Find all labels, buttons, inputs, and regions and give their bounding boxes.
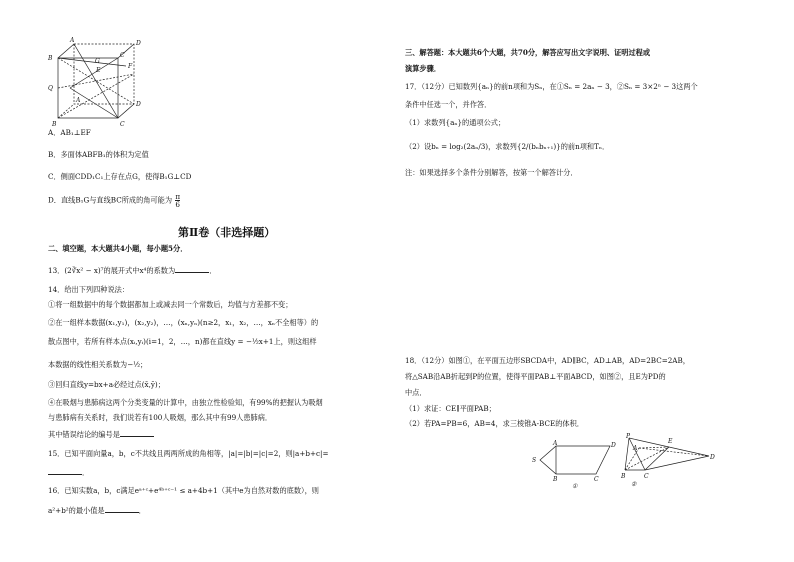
fig1-label: C <box>594 476 599 483</box>
cube-label: E <box>96 67 101 74</box>
fig1-label: S <box>532 457 537 464</box>
question-18: 18．（12分）如图①，在平面五边形SBCDA中，AD∥BC，AD⊥AB，AD=2BC=2AB， <box>405 356 690 365</box>
question-17-part-2: （2）设bₙ = log₂(2aₙ/3)，求数列{2/(bₙbₙ₊₁)}的前n项和Tₙ． <box>405 142 610 151</box>
q14-statement-2b: 散点图中，若所有样本点(xᵢ,yᵢ)(i=1，2，…，n)都在直线y = −½x+1上，则这组样 <box>48 337 317 346</box>
question-17-note: 注：如果选择多个条件分别解答，按第一个解答计分． <box>405 168 578 177</box>
figure-1-caption: ① <box>572 483 578 490</box>
question-18-part-2: （2）若PA=PB=6，AB=4，求三棱锥A-BCE的体积． <box>405 419 584 428</box>
question-17-part-1: （1）求数列{aₙ}的通项公式； <box>405 118 506 127</box>
fig2-label: D <box>710 454 715 461</box>
fig2-label: B <box>621 473 626 480</box>
option-d <box>48 193 180 208</box>
fig2-label: C <box>644 473 649 480</box>
question-16-blank: a²+b²的最小值是 ． <box>48 506 146 515</box>
question-17: 17．（12分）已知数列{aₙ}的前n项和为Sₙ，在①Sₙ = 2aₙ − 3，②Sₙ = 3×2ⁿ − 3这两个 <box>405 82 698 91</box>
solve-section-header: 三、解答题：本大题共6个大题，共70分，解答应写出文字说明、证明过程或 <box>405 48 651 57</box>
cube-label: A <box>70 37 75 44</box>
answer-blank[interactable] <box>120 429 154 437</box>
fig2-label: P <box>626 433 631 440</box>
question-13 <box>48 265 216 275</box>
q14-statement-2a: ②在一组样本数据(x₁,y₁)，(x₂,y₂)，…，(xₙ,yₙ)(n≥2，x₁，x₂，…，xₙ不全相等）的 <box>48 318 319 327</box>
pi-fraction <box>175 193 180 208</box>
option-a: A．AB₁⊥EF <box>48 128 91 137</box>
cube-label: B <box>52 121 57 128</box>
cube-label: B <box>48 55 53 62</box>
question-13-text: 13．(2∛x² − x)⁷的展开式中x⁴的系数为 <box>48 266 176 275</box>
answer-blank[interactable] <box>48 467 82 475</box>
figure-2-pyramid <box>617 432 717 488</box>
question-15-end: ． <box>82 468 90 477</box>
question-18-part-1: （1）求证：CE∥平面PAB； <box>405 404 496 413</box>
q14-statement-4b: 与患肺病有关系时，我们说若有100人吸烟，那么其中有99人患肺病． <box>48 413 273 422</box>
fig1-label: B <box>553 476 558 483</box>
option-c: C．侧面CDD₁C₁上存在点G，使得B₁G⊥CD <box>48 172 192 181</box>
question-14: 14．给出下列四种说法： <box>48 285 130 294</box>
q14-answer <box>48 429 154 439</box>
solve-section-header-cont: 演算步骤． <box>405 64 441 73</box>
figure-2-caption: ② <box>631 481 637 488</box>
question-13-end: ． <box>209 266 217 275</box>
option-d-text: D．直线B₁G与直线BC所成的角可能为 <box>48 195 173 205</box>
q14-statement-1: ①将一组数据中的每个数据都加上或减去同一个常数后，均值与方差都不变； <box>48 300 293 309</box>
option-b: B．多面体ABFB₁的体积为定值 <box>48 150 149 159</box>
figure-1-pentagon <box>530 438 620 490</box>
fraction-numerator: π <box>175 192 181 201</box>
cube-label: F <box>128 63 133 70</box>
question-15: 15．已知平面向量a，b，c不共线且两两所成的角相等，|a|=|b|=|c|=2，则|a+b+c|= <box>48 449 329 458</box>
question-16-end: a²+b²的最小值是 <box>48 506 105 515</box>
cube-label: D <box>136 40 141 47</box>
fig1-label: A <box>553 440 558 447</box>
answer-blank[interactable] <box>175 265 209 273</box>
question-15-blank <box>48 467 89 477</box>
cube-label: G <box>95 58 100 65</box>
question-18-cont: 将△SAB沿AB折起到P的位置，使得平面PAB⊥平面ABCD，如图②，且E为PD的 <box>405 372 666 381</box>
question-18-cont2: 中点． <box>405 388 427 397</box>
q14-answer-text: 其中错误结论的编号是 <box>48 430 120 439</box>
fig2-label: A <box>633 445 638 452</box>
question-17-cont: 条件中任选一个，并作答． <box>405 100 492 109</box>
cube-label: C <box>120 52 125 59</box>
cube-label: Q <box>48 85 53 92</box>
q14-statement-2c: 本数据的线性相关系数为−½； <box>48 360 148 369</box>
fraction-denominator: 6 <box>175 200 180 209</box>
fig2-label: E <box>668 438 673 445</box>
fig1-label: D <box>611 442 616 449</box>
q14-statement-4a: ④在吸烟与患肺病这两个分类变量的计算中，由独立性检验知，有99%的把握认为吸烟 <box>48 398 323 407</box>
cube-label: D <box>136 101 141 108</box>
cube-label: C <box>120 121 125 128</box>
cube-figure <box>40 36 160 128</box>
fill-section-header: 二、填空题，本大题共4小题，每小题5分． <box>48 244 188 253</box>
q14-statement-3: ③回归直线y=bx+a必经过点(x̄,ȳ)； <box>48 380 165 389</box>
part2-title: 第Ⅱ卷（非选择题） <box>178 226 276 239</box>
question-16: 16．已知实数a，b，c满足eᵃ⁺ᶜ+e⁴ᵇ⁺ᶜ⁻¹ ≤ a+4b+1（其中e为自然对数的底数），则 <box>48 486 319 495</box>
answer-blank[interactable] <box>105 505 139 513</box>
cube-label: A <box>76 97 81 104</box>
